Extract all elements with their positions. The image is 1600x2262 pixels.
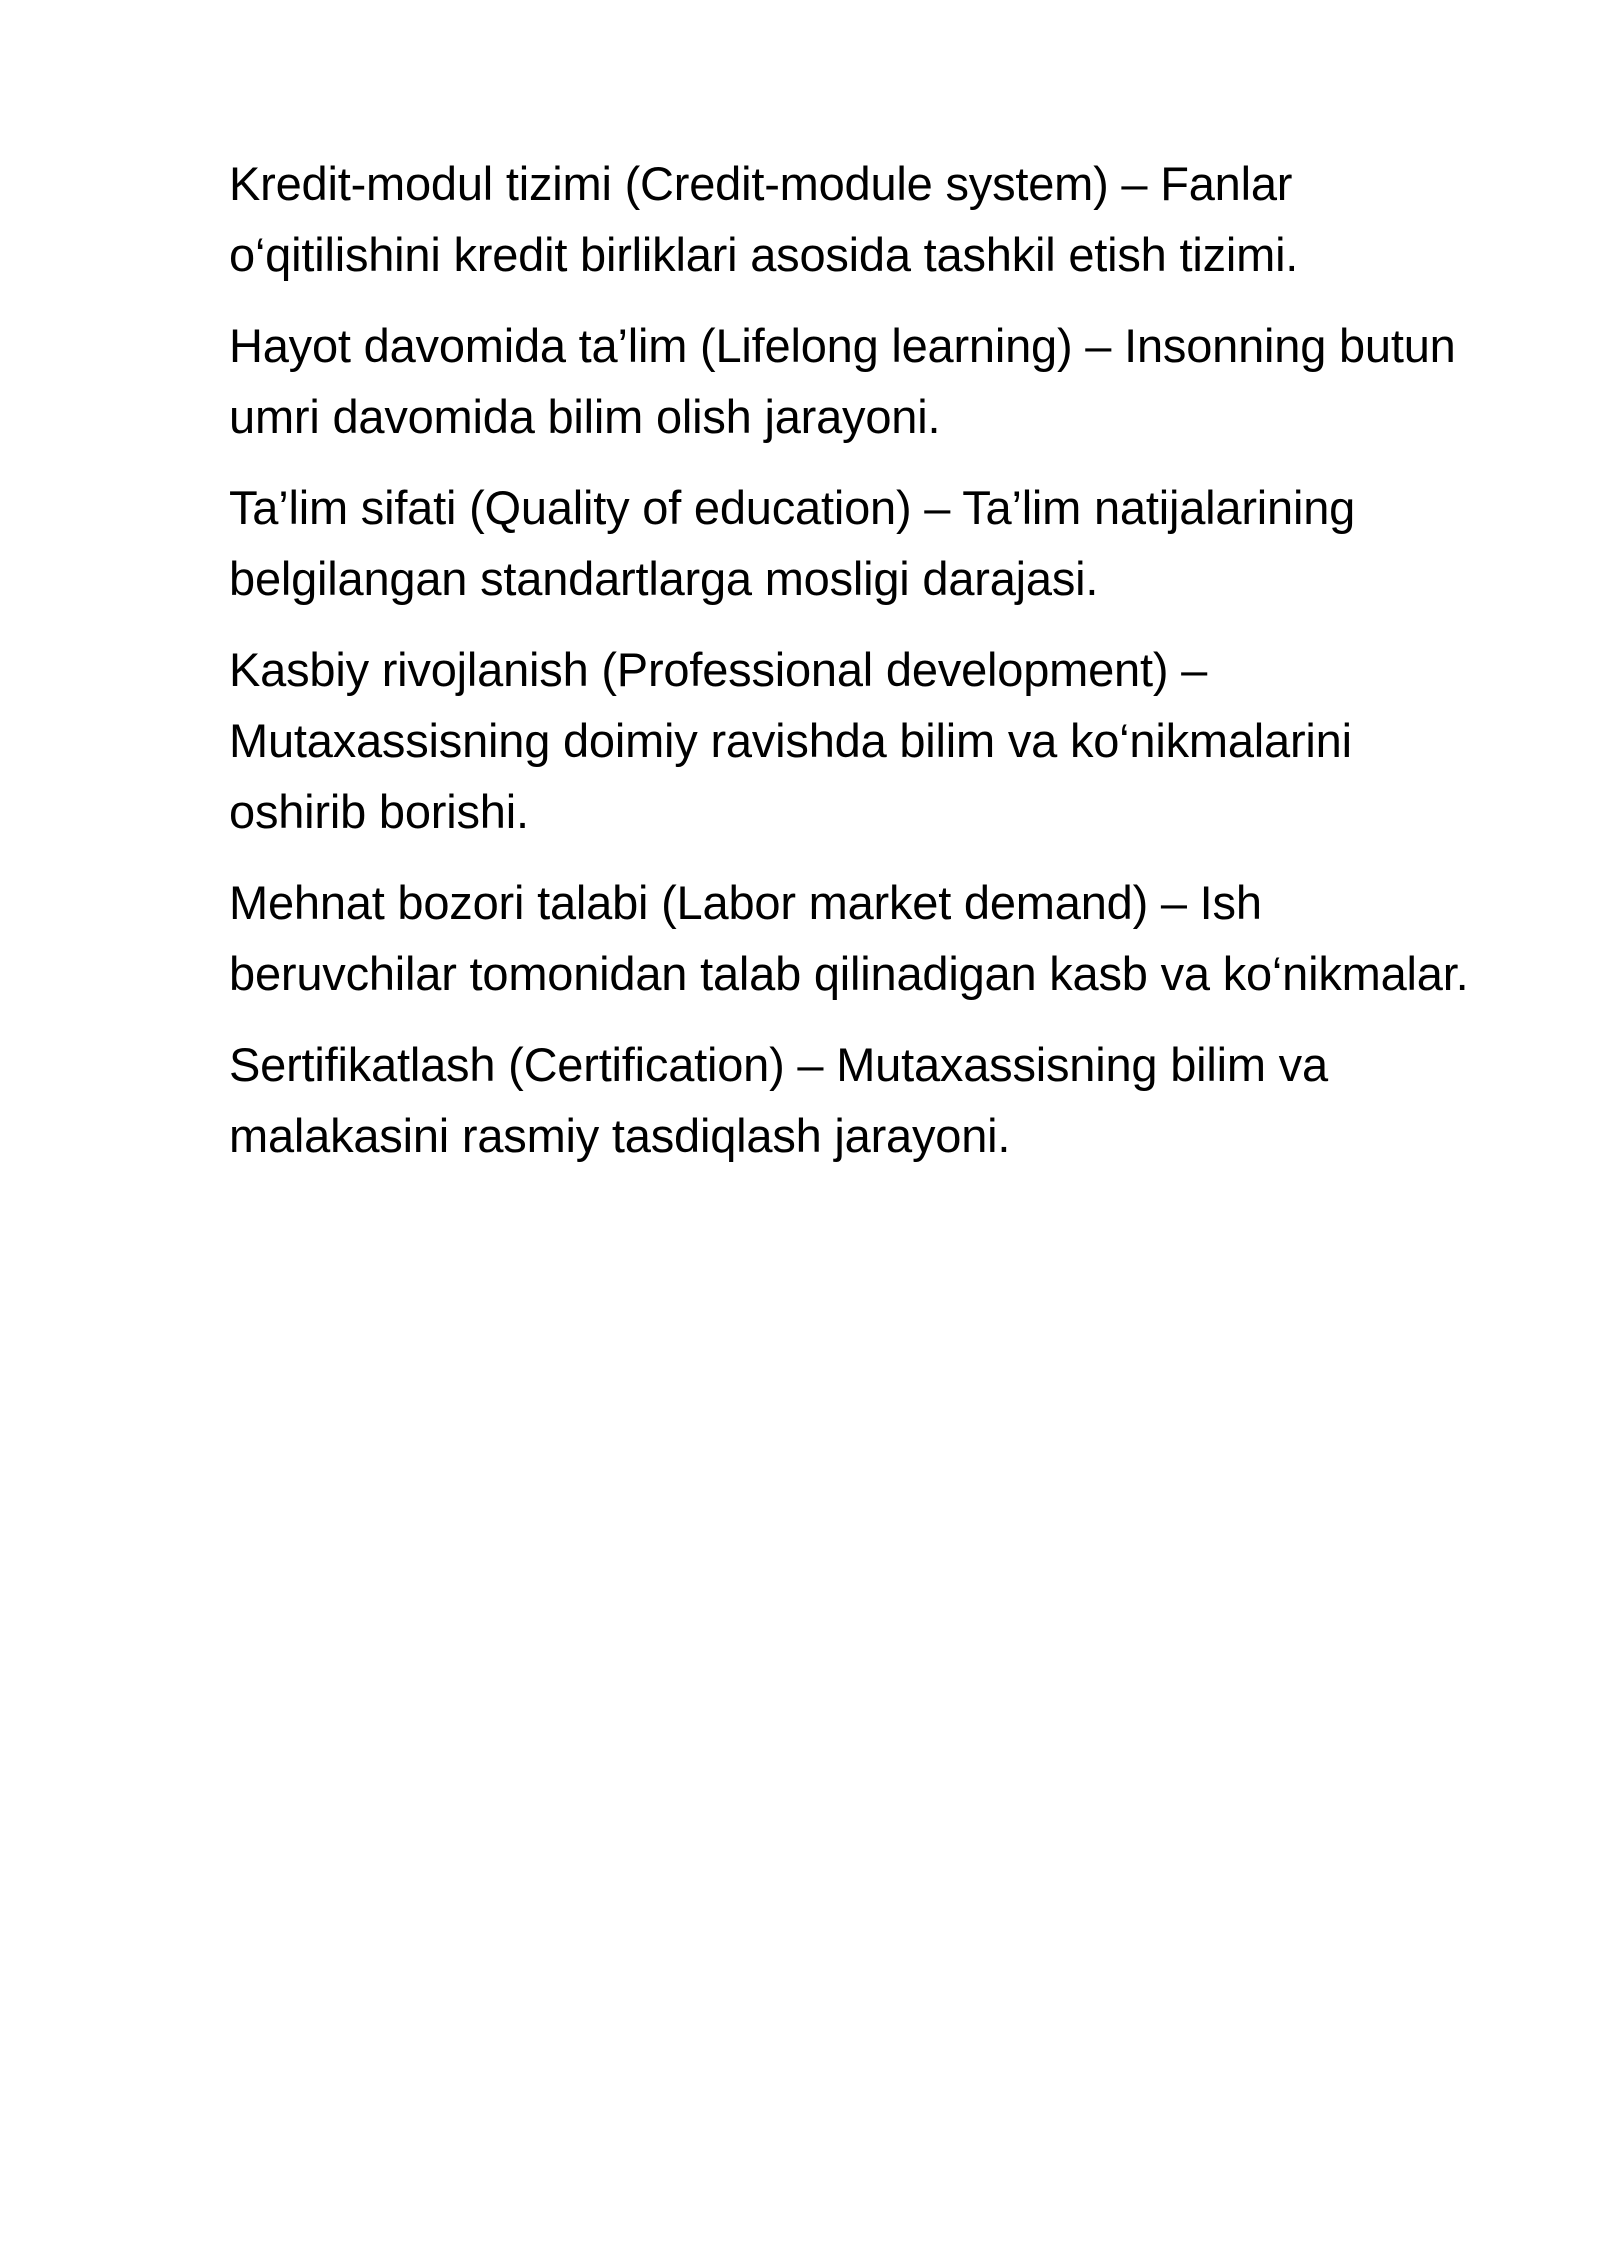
paragraph-professional-development: Kasbiy rivojlanish (Professional development) – Mutaxassisning doimiy ravishda bilim va ko‘nikmalarini oshirib borishi. [229, 643, 1352, 838]
paragraph-lifelong-learning: Hayot davomida ta’lim (Lifelong learning) – Insonning butun umri davomida bilim olish jarayoni. [229, 319, 1456, 443]
paragraph-quality-of-education: Ta’lim sifati (Quality of education) – Ta’lim natijalarining belgilangan standartlarga mosligi darajasi. [229, 481, 1356, 605]
paragraph-credit-module-system: Kredit-modul tizimi (Credit-module system) – Fanlar o‘qitilishini kredit birliklari asosida tashkil etish tizimi. [229, 157, 1299, 281]
document-body [229, 148, 1489, 1191]
paragraph-certification: Sertifikatlash (Certification) – Mutaxassisning bilim va malakasini rasmiy tasdiqlash jarayoni. [229, 1038, 1328, 1162]
paragraph-labor-market-demand: Mehnat bozori talabi (Labor market demand) – Ish beruvchilar tomonidan talab qilinadigan kasb va ko‘nikmalar. [229, 876, 1469, 1000]
